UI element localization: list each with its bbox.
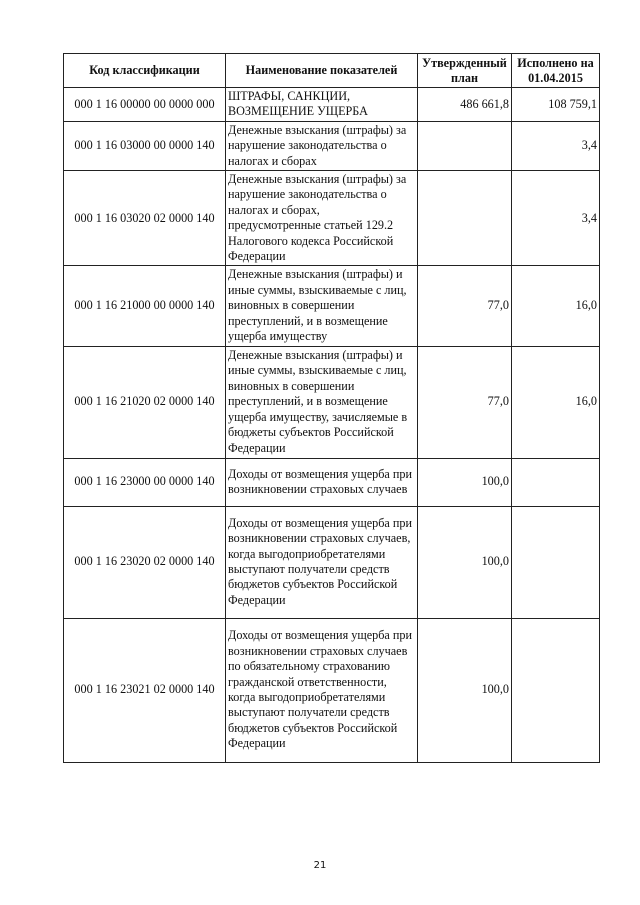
row-executed: 16,0: [512, 266, 600, 346]
row-name: ШТРАФЫ, САНКЦИИ, ВОЗМЕЩЕНИЕ УЩЕРБА: [226, 88, 418, 122]
row-code: 000 1 16 03000 00 0000 140: [64, 121, 226, 170]
table-row: [64, 121, 600, 170]
row-executed: 3,4: [512, 121, 600, 170]
row-plan: 100,0: [418, 458, 512, 506]
row-plan: 100,0: [418, 506, 512, 618]
table-row: [64, 346, 600, 458]
table-row: [64, 88, 600, 122]
row-name: Доходы от возмещения ущерба при возникновении страховых случаев по обязательному страхованию гражданской ответственности, когда выгодоприобретателями выступают получатели средств бюджетов субъектов Российской Федерации: [226, 618, 418, 762]
row-name: Денежные взыскания (штрафы) и иные суммы, взыскиваемые с лиц, виновных в совершении преступлений, и в возмещение ущерба имуществу: [226, 266, 418, 346]
row-executed: [512, 506, 600, 618]
header-name: Наименование показателей: [226, 54, 418, 88]
row-executed: [512, 618, 600, 762]
row-plan: [418, 121, 512, 170]
table-row: [64, 266, 600, 346]
row-plan: [418, 171, 512, 266]
row-executed: 16,0: [512, 346, 600, 458]
row-name: Денежные взыскания (штрафы) за нарушение законодательства о налогах и сборах, предусмотренные статьей 129.2 Налогового кодекса Российской Федерации: [226, 171, 418, 266]
row-name: Денежные взыскания (штрафы) и иные суммы, взыскиваемые с лиц, виновных в совершении преступлений, и в возмещение ущерба имуществу, зачисляемые в бюджеты субъектов Российской Федерации: [226, 346, 418, 458]
row-code: 000 1 16 03020 02 0000 140: [64, 171, 226, 266]
header-code: Код классификации: [64, 54, 226, 88]
table-row: [64, 506, 600, 618]
row-name: Денежные взыскания (штрафы) за нарушение законодательства о налогах и сборах: [226, 121, 418, 170]
table-row: [64, 171, 600, 266]
row-plan: 77,0: [418, 266, 512, 346]
row-executed: 3,4: [512, 171, 600, 266]
row-plan: 100,0: [418, 618, 512, 762]
row-code: 000 1 16 23000 00 0000 140: [64, 458, 226, 506]
row-name: Доходы от возмещения ущерба при возникновении страховых случаев: [226, 458, 418, 506]
row-plan: 486 661,8: [418, 88, 512, 122]
row-executed: 108 759,1: [512, 88, 600, 122]
page-number: 21: [313, 860, 327, 871]
budget-table: [63, 53, 600, 763]
table-row: [64, 618, 600, 762]
header-executed: Исполнено на 01.04.2015: [512, 54, 600, 88]
table-row: [64, 458, 600, 506]
row-code: 000 1 16 21020 02 0000 140: [64, 346, 226, 458]
row-code: 000 1 16 21000 00 0000 140: [64, 266, 226, 346]
header-row: [64, 54, 600, 88]
row-name: Доходы от возмещения ущерба при возникновении страховых случаев, когда выгодоприобретателями выступают получатели средств бюджетов субъектов Российской Федерации: [226, 506, 418, 618]
header-plan: Утвержденный план: [418, 54, 512, 88]
row-executed: [512, 458, 600, 506]
row-code: 000 1 16 23021 02 0000 140: [64, 618, 226, 762]
row-code: 000 1 16 23020 02 0000 140: [64, 506, 226, 618]
row-plan: 77,0: [418, 346, 512, 458]
row-code: 000 1 16 00000 00 0000 000: [64, 88, 226, 122]
